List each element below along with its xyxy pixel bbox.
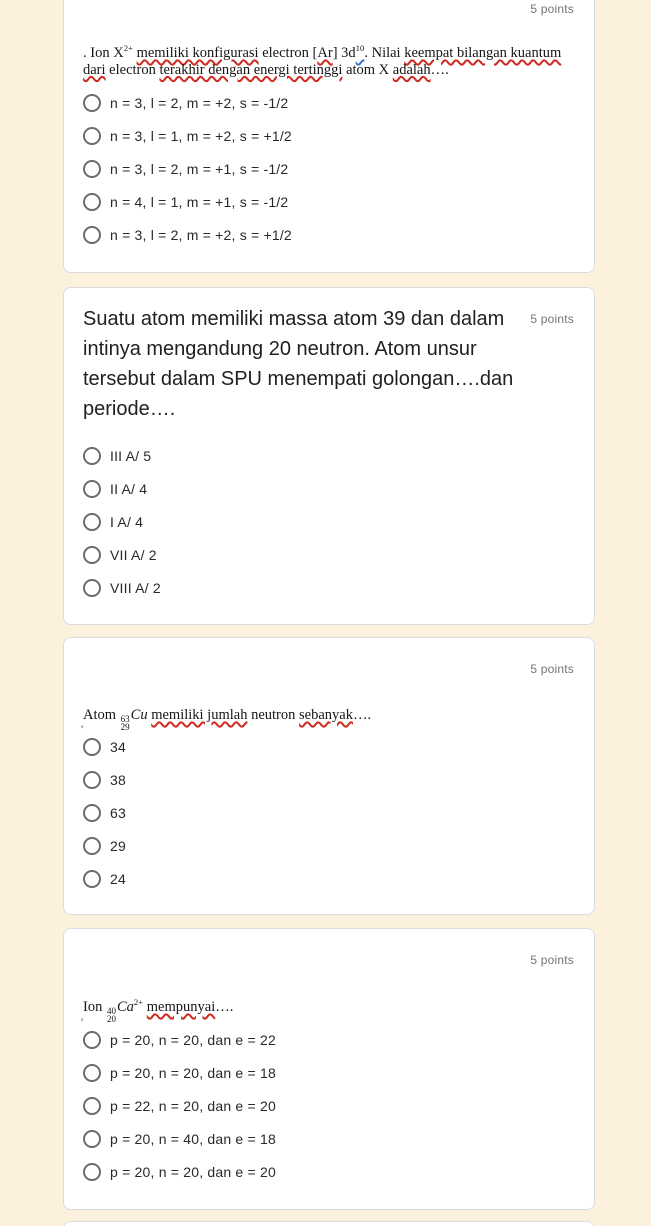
paste-artifact: ' [81, 722, 84, 736]
question-text-segment: electron [105, 61, 160, 78]
question-card-2 [63, 287, 595, 625]
element-symbol: Cu [130, 707, 148, 723]
radio-option[interactable] [83, 192, 574, 212]
option-label: 24 [110, 871, 126, 887]
radio-button-icon[interactable] [83, 1163, 101, 1181]
radio-option[interactable] [83, 126, 574, 146]
misspell-marked-text: memiliki konfigurasi [136, 45, 259, 61]
points-label: 5 points [530, 953, 574, 967]
question-text-1 [83, 45, 576, 78]
radio-button-icon[interactable] [83, 738, 101, 756]
radio-button-icon[interactable] [83, 480, 101, 498]
radio-button-icon[interactable] [83, 804, 101, 822]
radio-option[interactable] [83, 1030, 574, 1050]
question-text-segment: Atom [83, 707, 120, 723]
question-card-3 [63, 637, 595, 915]
radio-option[interactable] [83, 770, 574, 790]
radio-option[interactable] [83, 93, 574, 113]
radio-option[interactable] [83, 225, 574, 245]
question-text-segment: Ion [83, 999, 106, 1015]
radio-button-icon[interactable] [83, 226, 101, 244]
radio-button-icon[interactable] [83, 1031, 101, 1049]
option-label: n = 3, l = 1, m = +2, s = +1/2 [110, 128, 292, 144]
radio-button-icon[interactable] [83, 546, 101, 564]
points-label: 5 points [530, 662, 574, 676]
option-label: 34 [110, 739, 126, 755]
radio-option[interactable] [83, 1129, 574, 1149]
points-label: 5 points [530, 2, 574, 16]
radio-option[interactable] [83, 1096, 574, 1116]
question-text-segment: …. [215, 999, 234, 1015]
radio-button-icon[interactable] [83, 94, 101, 112]
misspell-marked-text: Ar [317, 45, 333, 61]
misspell-marked-text: sebanyak [299, 707, 353, 723]
question-card-1 [63, 0, 595, 273]
grammar-marked-superscript: 10 [355, 43, 365, 54]
radio-button-icon[interactable] [83, 127, 101, 145]
option-label: VIII A/ 2 [110, 580, 161, 596]
options-list-1 [83, 93, 574, 258]
option-label: p = 22, n = 20, dan e = 20 [110, 1098, 276, 1114]
option-label: 63 [110, 805, 126, 821]
superscript-text: 2+ [123, 43, 133, 54]
option-label: p = 20, n = 20, dan e = 20 [110, 1164, 276, 1180]
radio-button-icon[interactable] [83, 160, 101, 178]
radio-option[interactable] [83, 578, 574, 598]
misspell-marked-text: memiliki jumlah [151, 707, 248, 723]
radio-option[interactable] [83, 836, 574, 856]
option-label: n = 3, l = 2, m = +2, s = +1/2 [110, 227, 292, 243]
radio-option[interactable] [83, 737, 574, 757]
radio-option[interactable] [83, 1162, 574, 1182]
option-label: n = 3, l = 2, m = +1, s = -1/2 [110, 161, 289, 177]
misspell-marked-text: mempunyai [146, 999, 216, 1015]
radio-option[interactable] [83, 512, 574, 532]
radio-button-icon[interactable] [83, 447, 101, 465]
radio-button-icon[interactable] [83, 193, 101, 211]
radio-button-icon[interactable] [83, 1064, 101, 1082]
isotope-notation: 40 20 [106, 1005, 116, 1024]
question-text-segment: atom X [342, 61, 393, 78]
radio-option[interactable] [83, 803, 574, 823]
option-label: III A/ 5 [110, 448, 152, 464]
option-label: p = 20, n = 20, dan e = 22 [110, 1032, 276, 1048]
option-label: 38 [110, 772, 126, 788]
misspell-marked-text: terakhir dengan energi tertinggi [159, 61, 343, 78]
options-list-4 [83, 1030, 574, 1195]
option-label: n = 3, l = 2, m = +2, s = -1/2 [110, 95, 289, 111]
radio-button-icon[interactable] [83, 870, 101, 888]
radio-button-icon[interactable] [83, 837, 101, 855]
element-symbol: Ca [116, 999, 134, 1015]
option-label: II A/ 4 [110, 481, 148, 497]
radio-option[interactable] [83, 479, 574, 499]
question-text-segment: …. [352, 707, 372, 723]
options-list-2 [83, 446, 574, 611]
paste-artifact: ' [81, 1015, 84, 1029]
misspell-marked-text: keempat bilangan kuantum [404, 45, 562, 61]
question-text-segment: neutron [247, 707, 300, 723]
radio-option[interactable] [83, 446, 574, 466]
radio-option[interactable] [83, 545, 574, 565]
points-label: 5 points [530, 312, 574, 326]
isotope-notation: 63 29 [120, 713, 130, 732]
radio-button-icon[interactable] [83, 579, 101, 597]
question-text-segment: electron [ [258, 45, 318, 61]
radio-option[interactable] [83, 1063, 574, 1083]
superscript-text: 2+ [133, 997, 144, 1008]
question-text-segment: …. [430, 61, 449, 78]
question-text-4 [83, 999, 576, 1023]
radio-button-icon[interactable] [83, 1097, 101, 1115]
radio-button-icon[interactable] [83, 513, 101, 531]
question-text-3 [83, 707, 576, 731]
question-text-2: Suatu atom memiliki massa atom 39 dan dalam intinya mengandung 20 neutron. Atom unsur tersebut dalam SPU menempati golongan….dan periode…. [83, 308, 514, 420]
misspell-marked-text: dari [83, 61, 106, 78]
radio-option[interactable] [83, 869, 574, 889]
question-card-4 [63, 928, 595, 1210]
option-label: I A/ 4 [110, 514, 144, 530]
option-label: 29 [110, 838, 126, 854]
option-label: VII A/ 2 [110, 547, 157, 563]
question-text-segment: ] 3d [332, 45, 356, 61]
option-label: n = 4, l = 1, m = +1, s = -1/2 [110, 194, 289, 210]
misspell-marked-text: adalah [392, 61, 431, 78]
radio-option[interactable] [83, 159, 574, 179]
option-label: p = 20, n = 20, dan e = 18 [110, 1065, 276, 1081]
question-text-segment: . Ion X [83, 45, 124, 61]
radio-button-icon[interactable] [83, 771, 101, 789]
options-list-3 [83, 737, 574, 902]
radio-button-icon[interactable] [83, 1130, 101, 1148]
option-label: p = 20, n = 40, dan e = 18 [110, 1131, 276, 1147]
question-card-partial [63, 1221, 595, 1226]
question-text-segment: . Nilai [364, 45, 405, 61]
